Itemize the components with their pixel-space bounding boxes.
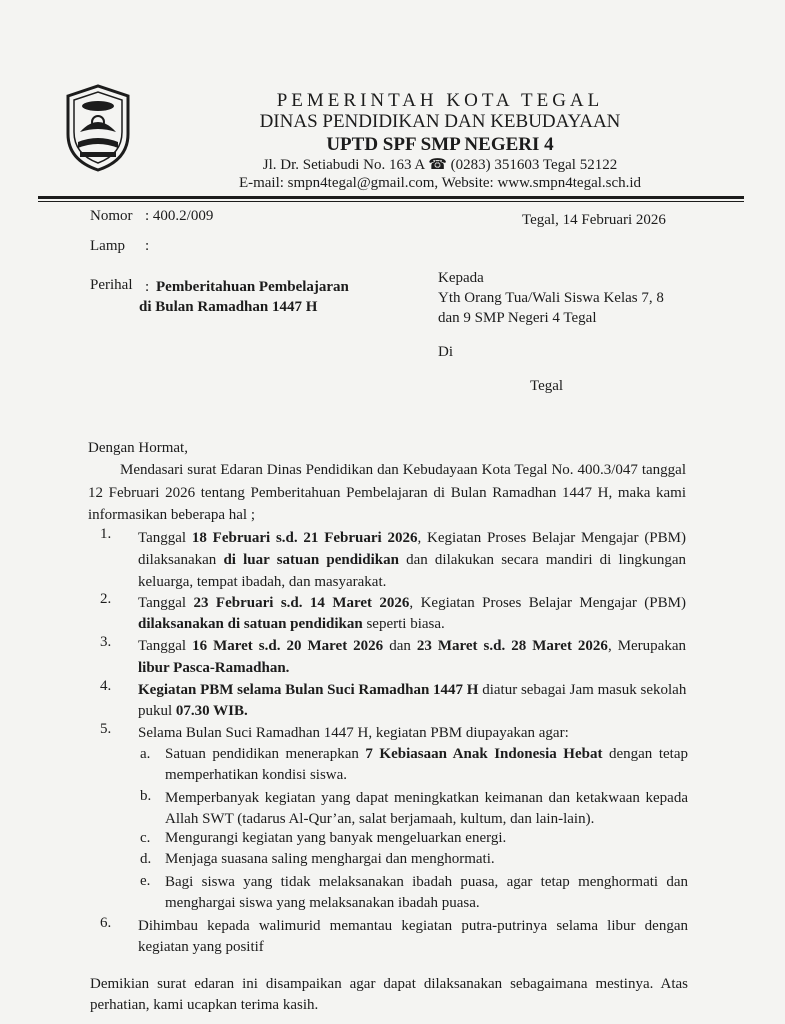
item4-number: 4.: [100, 678, 112, 694]
item6-number: 6.: [100, 915, 112, 931]
item2-number: 2.: [100, 591, 112, 607]
nomor-label: Nomor: [90, 208, 133, 224]
item1-line2: dilaksanakan di luar satuan pendidikan dan dilakukan secara mandiri di lingkungan: [138, 552, 686, 568]
item5b-letter: b.: [140, 788, 152, 804]
item5-number: 5.: [100, 721, 112, 737]
item5d-letter: d.: [140, 851, 152, 867]
item5e-letter: e.: [140, 873, 151, 889]
item2-line1: Tanggal 23 Februari s.d. 14 Maret 2026, Kegiatan Proses Belajar Mengajar (PBM): [138, 595, 686, 611]
item5b-line2: Allah SWT (tadarus Al-Qur’an, salat berjamaah, kultum, dan lain-lain).: [165, 811, 595, 827]
item5a-letter: a.: [140, 746, 151, 762]
nomor-value: : 400.2/009: [145, 208, 214, 224]
item3-line1: Tanggal 16 Maret s.d. 20 Maret 2026 dan 23 Maret s.d. 28 Maret 2026, Merupakan: [138, 638, 686, 654]
item5c-letter: c.: [140, 830, 151, 846]
item1-line3: keluarga, tempat ibadah, dan masyarakat.: [138, 574, 387, 590]
item3-line2: libur Pasca-Ramadhan.: [138, 660, 290, 676]
item5-line1: Selama Bulan Suci Ramadhan 1447 H, kegiatan PBM diupayakan agar:: [138, 725, 569, 741]
city-crest-icon: [62, 82, 134, 172]
phone-icon: ☎: [428, 157, 447, 173]
recipient-place: Tegal: [530, 378, 564, 394]
letterhead-school: UPTD SPF SMP NEGERI 4: [326, 134, 554, 155]
perihal-line1: Pemberitahuan Pembelajaran: [156, 279, 349, 295]
letterhead-address: [140, 155, 740, 174]
item1-line1: Tanggal 18 Februari s.d. 21 Februari 2026, Kegiatan Proses Belajar Mengajar (PBM): [138, 530, 686, 546]
item5b-line1: Memperbanyak kegiatan yang dapat meningkatkan keimanan dan ketakwaan kepada: [165, 790, 688, 806]
item6-line2: kegiatan yang positif: [138, 939, 264, 955]
perihal-colon: :: [145, 279, 150, 295]
closing-line1: Demikian surat edaran ini disampaikan agar dapat dilaksanakan sebagaimana mestinya. Atas: [90, 976, 688, 992]
recipient-kepada: Kepada: [438, 270, 484, 286]
item5a-line1: Satuan pendidikan menerapkan 7 Kebiasaan Anak Indonesia Hebat dengan tetap: [165, 746, 688, 762]
perihal-line2: di Bulan Ramadhan 1447 H: [139, 299, 318, 315]
recipient-line2: dan 9 SMP Negeri 4 Tegal: [438, 310, 597, 326]
address-text: Jl. Dr. Setiabudi No. 163 A: [262, 157, 425, 173]
letterhead-agency: DINAS PENDIDIKAN DAN KEBUDAYAAN: [259, 111, 621, 132]
item5a-line2: memperhatikan kondisi siswa.: [165, 767, 348, 783]
closing-line2: perhatian, kami ucapkan terima kasih.: [90, 997, 319, 1013]
recipient-di: Di: [438, 344, 453, 360]
letterhead-contact: E-mail: smpn4tegal@gmail.com, Website: www.smpn4tegal.sch.id: [238, 175, 642, 191]
lamp-label: Lamp: [90, 238, 125, 254]
greeting: Dengan Hormat,: [88, 440, 188, 456]
item2-line2: dilaksanakan di satuan pendidikan seperti biasa.: [138, 616, 445, 632]
item5c-line1: Mengurangi kegiatan yang banyak mengeluarkan energi.: [165, 830, 507, 846]
lamp-value: :: [145, 238, 150, 254]
item6-line1: Dihimbau kepada walimurid memantau kegiatan putra-putrinya selama libur dengan: [138, 918, 688, 934]
intro-line3: informasikan beberapa hal ;: [88, 507, 256, 523]
item5e-line1: Bagi siswa yang tidak melaksanakan ibadah puasa, agar tetap menghormati dan: [165, 874, 688, 890]
item5e-line2: menghargai siswa yang melaksanakan ibadah puasa.: [165, 895, 480, 911]
item4-line2: pukul 07.30 WIB.: [138, 703, 248, 719]
item3-number: 3.: [100, 634, 112, 650]
recipient-line1: Yth Orang Tua/Wali Siswa Kelas 7, 8: [438, 290, 664, 306]
letterhead-government: PEMERINTAH KOTA TEGAL: [276, 90, 604, 111]
letterhead-rule-thin: [38, 201, 744, 202]
intro-line2: 12 Februari 2026 tentang Pemberitahuan Pembelajaran di Bulan Ramadhan 1447 H, maka kami: [88, 485, 686, 501]
phone-text: (0283) 351603 Tegal 52122: [450, 157, 618, 173]
item4-line1: Kegiatan PBM selama Bulan Suci Ramadhan 1447 H diatur sebagai Jam masuk sekolah: [138, 682, 687, 698]
letter-date: Tegal, 14 Februari 2026: [522, 212, 666, 228]
item5d-line1: Menjaga suasana saling menghargai dan menghormati.: [165, 851, 495, 867]
letterhead-rule-thick: [38, 196, 744, 199]
perihal-label: Perihal: [90, 277, 133, 293]
intro-line1: Mendasari surat Edaran Dinas Pendidikan dan Kebudayaan Kota Tegal No. 400.3/047 tanggal: [120, 462, 686, 478]
item1-number: 1.: [100, 526, 112, 542]
